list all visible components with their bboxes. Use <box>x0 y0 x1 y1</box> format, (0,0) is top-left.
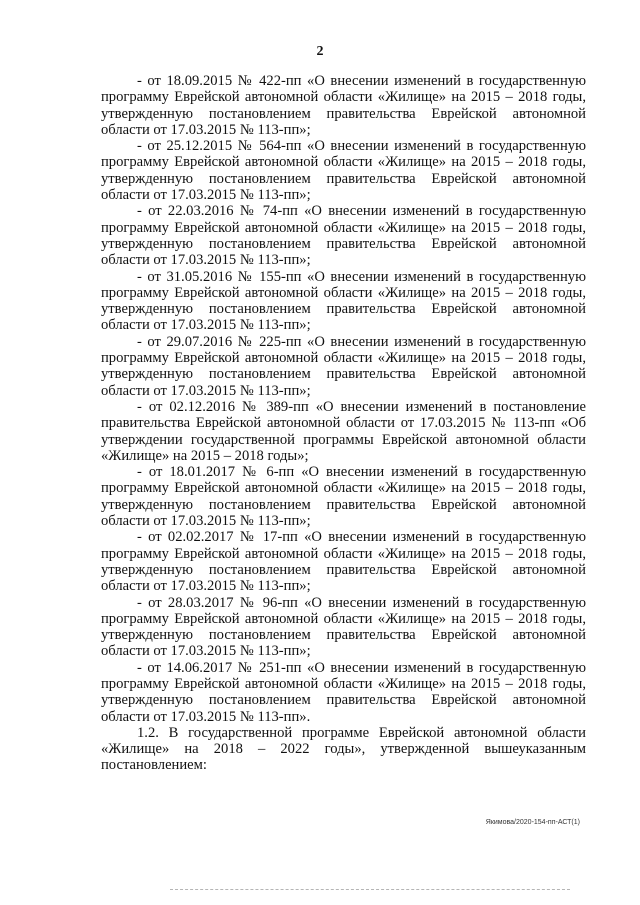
bottom-divider <box>170 889 570 890</box>
list-item-amendment-9: - от 28.03.2017 № 96-пп «О внесении изменений в государственную программу Еврейской автономной области «Жилище» на 2015 – 2018 годы, утвержденную постановлением правительства Еврейской автономной области от 17.03.2015 № 113-пп»; <box>101 594 586 660</box>
list-item-amendment-2: - от 25.12.2015 № 564-пп «О внесении изменений в государственную программу Еврейской автономной области «Жилище» на 2015 – 2018 годы, утвержденную постановлением правительства Еврейской автономной области от 17.03.2015 № 113-пп»; <box>101 138 586 204</box>
list-item-amendment-3: - от 22.03.2016 № 74-пп «О внесении изменений в государственную программу Еврейской автономной области «Жилище» на 2015 – 2018 годы, утвержденную постановлением правительства Еврейской автономной области от 17.03.2015 № 113-пп»; <box>101 203 586 269</box>
list-item-amendment-10: - от 14.06.2017 № 251-пп «О внесении изменений в государственную программу Еврейской автономной области «Жилище» на 2015 – 2018 годы, утвержденную постановлением правительства Еврейской автономной области от 17.03.2015 № 113-пп». <box>101 659 586 725</box>
list-item-amendment-7: - от 18.01.2017 № 6-пп «О внесении изменений в государственную программу Еврейской автономной области «Жилище» на 2015 – 2018 годы, утвержденную постановлением правительства Еврейской автономной области от 17.03.2015 № 113-пп»; <box>101 464 586 530</box>
section-1-2-paragraph: 1.2. В государственной программе Еврейской автономной области «Жилище» на 2018 – 2022 годы», утвержденной вышеуказанным постановлением: <box>101 724 586 774</box>
list-item-amendment-5: - от 29.07.2016 № 225-пп «О внесении изменений в государственную программу Еврейской автономной области «Жилище» на 2015 – 2018 годы, утвержденную постановлением правительства Еврейской автономной области от 17.03.2015 № 113-пп»; <box>101 333 586 399</box>
footer-reference: Якимова/2020-154-пп-АСТ(1) <box>485 819 580 826</box>
list-item-amendment-4: - от 31.05.2016 № 155-пп «О внесении изменений в государственную программу Еврейской автономной области «Жилище» на 2015 – 2018 годы, утвержденную постановлением правительства Еврейской автономной области от 17.03.2015 № 113-пп»; <box>101 268 586 334</box>
list-item-amendment-6: - от 02.12.2016 № 389-пп «О внесении изменений в постановление правительства Еврейской автономной области от 17.03.2015 № 113-пп «Об утверждении государственной программы Еврейской автономной области «Жилище» на 2015 – 2018 годы»; <box>101 398 586 464</box>
page-number: 2 <box>316 44 324 59</box>
list-item-amendment-8: - от 02.02.2017 № 17-пп «О внесении изменений в государственную программу Еврейской автономной области «Жилище» на 2015 – 2018 годы, утвержденную постановлением правительства Еврейской автономной области от 17.03.2015 № 113-пп»; <box>101 529 586 595</box>
document-body <box>101 73 586 774</box>
list-item-amendment-1: - от 18.09.2015 № 422-пп «О внесении изменений в государственную программу Еврейской автономной области «Жилище» на 2015 – 2018 годы, утвержденную постановлением правительства Еврейской автономной области от 17.03.2015 № 113-пп»; <box>101 73 586 138</box>
